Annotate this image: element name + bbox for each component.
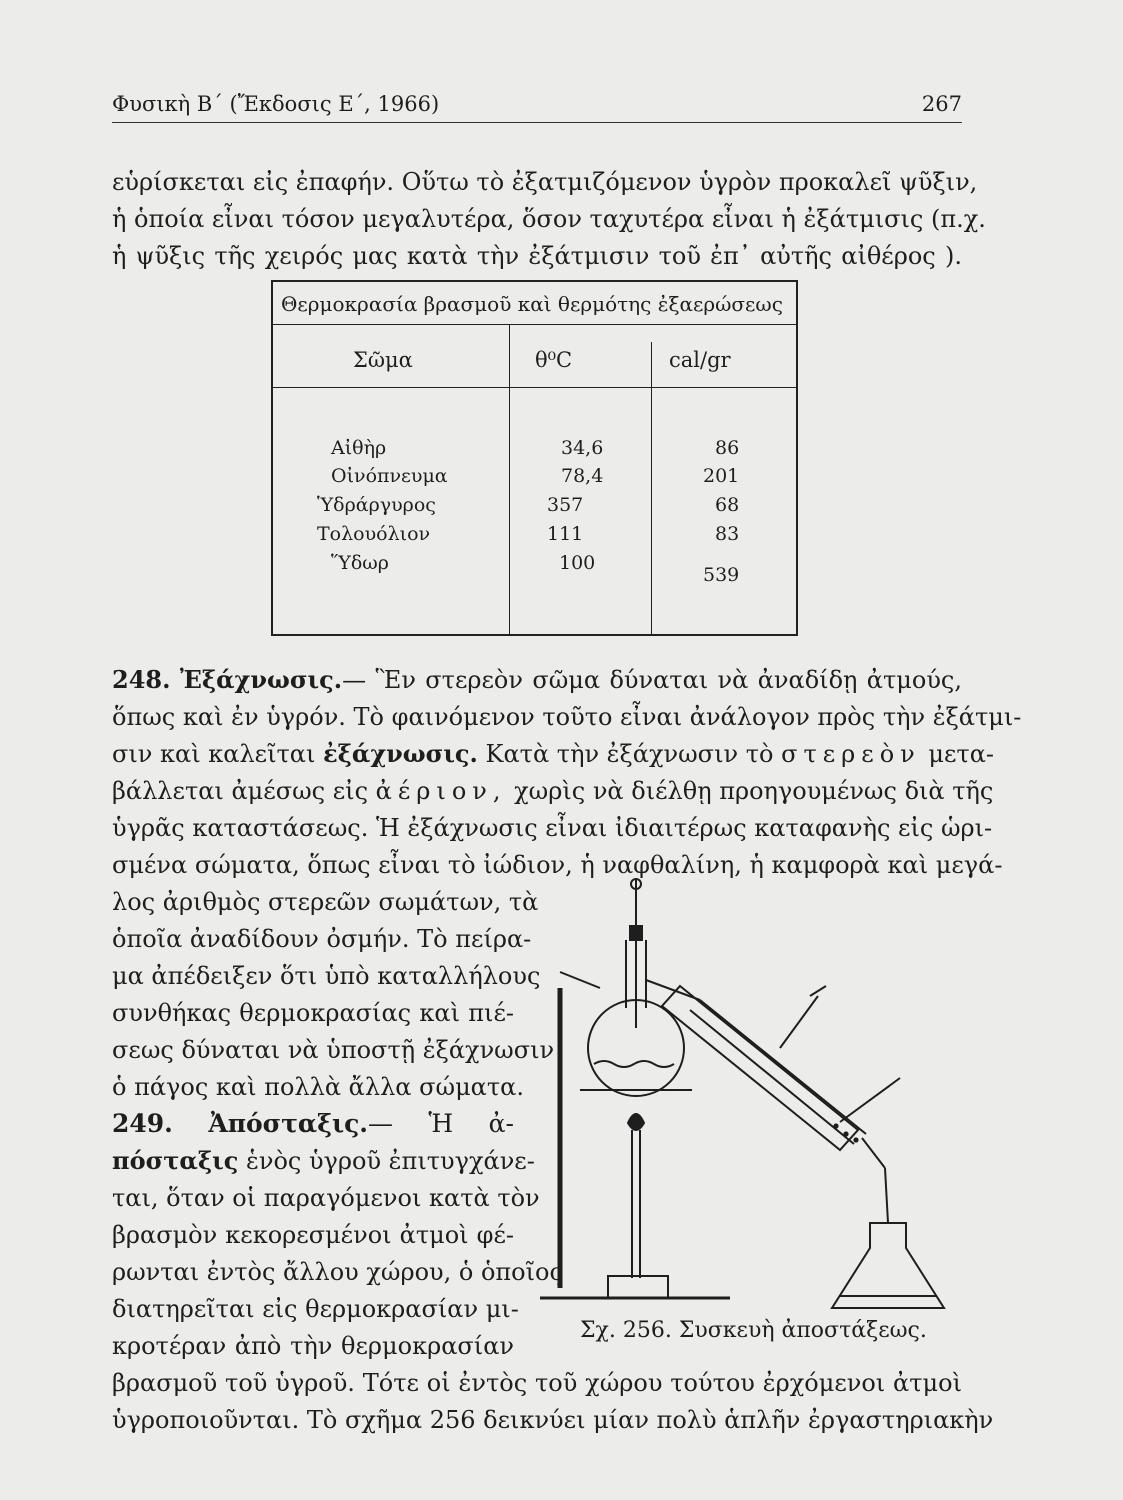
distillation-apparatus-figure: [540, 868, 970, 1330]
table-header-heat: cal/gr: [669, 348, 731, 372]
flame: [628, 1114, 644, 1130]
water-outlet-tube: [780, 996, 818, 1048]
table-cell-name: Αἰθὴρ: [331, 437, 387, 459]
section-248-line-11: σεως δύναται νὰ ὑποστῇ ἐξάχνωσιν: [112, 1036, 555, 1064]
section-248-line-1: [112, 666, 962, 694]
water-arrow: [810, 986, 826, 996]
table-cell-heat: 86: [715, 437, 740, 459]
intro-line-1: εὑρίσκεται εἰς ἐπαφήν. Οὕτω τὸ ἐξατμιζόμενον ὑγρὸν προκαλεῖ ψῦξιν,: [112, 168, 978, 196]
section-249-line-9: ὑγροποιοῦνται. Τὸ σχῆμα 256 δεικνύει μίαν πολὺ ἁπλῆν ἐργαστηριακὴν: [112, 1406, 994, 1434]
boiling-point-table: [271, 280, 798, 636]
section-heading: Ἀπόσταξις.: [208, 1109, 369, 1138]
page-header: [112, 88, 962, 123]
table-cell-name: Οἰνόπνευμα: [331, 465, 448, 487]
table-cell-temp: 357: [547, 494, 584, 516]
table-cell-temp: 34,6: [561, 437, 604, 459]
table-rule: [273, 387, 796, 388]
text-span: μετα-: [928, 740, 995, 768]
table-header-temperature: θ⁰C: [535, 348, 573, 372]
section-249-line-1: [112, 1110, 514, 1138]
table-caption: Θερμοκρασία βρασμοῦ καὶ θερμότης ἐξαερώσεως: [281, 292, 783, 316]
text-span: Κατὰ τὴν ἐξάχνωσιν τὸ: [485, 740, 774, 768]
term-bold: πόσταξις: [112, 1146, 239, 1175]
table-cell-name: Ὑδράργυρος: [317, 494, 436, 516]
adapter: [862, 1138, 885, 1168]
term-spaced: ἀέριον,: [375, 777, 507, 805]
table-cell-heat: 83: [715, 523, 740, 545]
adapter: [885, 1168, 888, 1223]
condenser-inner-tube: [690, 1010, 854, 1144]
table-cell-name: Ὕδωρ: [331, 552, 389, 574]
table-cell-heat: 539: [703, 564, 740, 586]
droplet: [844, 1132, 847, 1135]
section-249-line-7: κροτέραν ἀπὸ τὴν θερμοκρασίαν: [112, 1332, 514, 1360]
text-span: ἑνὸς ὑγροῦ ἐπιτυγχάνε-: [245, 1147, 535, 1175]
section-248-line-5: ὑγρᾶς καταστάσεως. Ἡ ἐξάχνωσις εἶναι ἰδιαιτέρως καταφανὴς εἰς ὡρι-: [112, 814, 993, 842]
section-text: — Ἡ ἀ-: [368, 1109, 514, 1138]
table-cell-temp: 78,4: [561, 465, 604, 487]
section-249-line-3: ται, ὅταν οἱ παραγόμενοι κατὰ τὸν: [112, 1184, 540, 1212]
figure-caption: Σχ. 256. Συσκευὴ ἀποστάξεως.: [580, 1318, 927, 1343]
term-bold: ἐξάχνωσις.: [323, 739, 478, 768]
table-cell-heat: 68: [715, 494, 740, 516]
clamp: [560, 972, 600, 988]
intro-line-3: ἡ ψῦξις τῆς χειρός μας κατὰ τὴν ἐξάτμισιν τοῦ ἐπ᾽ αὐτῆς αἰθέρος ).: [112, 242, 962, 270]
water-inlet-tube: [840, 1078, 900, 1122]
section-248-line-8: ὁποῖα ἀναδίδουν ὀσμήν. Τὸ πείρα-: [112, 925, 532, 953]
section-number: 249.: [112, 1109, 173, 1138]
table-cell-temp: 111: [547, 523, 584, 545]
section-heading: Ἐξάχνωσις.: [179, 665, 343, 694]
section-248-line-10: συνθήκας θερμοκρασίας καὶ πιέ-: [112, 999, 514, 1027]
section-248-line-7: λος ἀριθμὸς στερεῶν σωμάτων, τὰ: [112, 888, 539, 916]
liquid-surface: [594, 1061, 674, 1067]
section-249-line-5: ρωνται ἐντὸς ἄλλου χώρου, ὁ ὁποῖος: [112, 1258, 563, 1286]
table-cell-temp: 100: [559, 552, 596, 574]
condenser-inner-tube: [700, 1000, 866, 1134]
section-number: 248.: [112, 665, 171, 694]
section-249-line-8: βρασμοῦ τοῦ ὑγροῦ. Τότε οἱ ἐντὸς τοῦ χώρου τούτου ἐρχόμενοι ἀτμοὶ: [112, 1369, 962, 1397]
droplet: [834, 1124, 837, 1127]
running-title: Φυσικὴ Β΄ (Ἔκδοσις Ε΄, 1966): [112, 92, 440, 116]
section-249-line-6: διατηρεῖται εἰς θερμοκρασίαν μι-: [112, 1295, 519, 1323]
text-span: σιν καὶ καλεῖται: [112, 740, 316, 768]
side-arm: [646, 980, 700, 1000]
stopper: [630, 926, 642, 940]
text-span: βάλλεται ἀμέσως εἰς: [112, 777, 369, 805]
text-span: χωρὶς νὰ διέλθῃ προηγουμένως διὰ τῆς: [514, 777, 994, 805]
section-248-line-2: ὅπως καὶ ἐν ὑγρόν. Τὸ φαινόμενον τοῦτο εἶναι ἀνάλογον πρὸς τὴν ἐξάτμι-: [112, 703, 1022, 731]
section-text: — Ἓν στερεὸν σῶμα δύναται νὰ ἀναδίδῃ ἀτμούς,: [342, 666, 962, 694]
section-248-line-6: σμένα σώματα, ὅπως εἶναι τὸ ἰώδιον, ἡ ναφθαλίνη, ἡ καμφορὰ καὶ μεγά-: [112, 851, 1003, 879]
section-248-line-9: μα ἀπέδειξεν ὅτι ὑπὸ καταλλήλους: [112, 962, 541, 990]
table-rule: [273, 324, 796, 325]
section-249-line-2: [112, 1146, 535, 1175]
page-number: 267: [921, 92, 962, 116]
droplet: [854, 1138, 857, 1141]
table-cell-heat: 201: [703, 465, 740, 487]
term-spaced: στερεὸν: [781, 740, 921, 768]
table-cell-name: Τολουόλιον: [317, 523, 431, 545]
table-column-rule: [651, 342, 652, 634]
table-column-rule: [509, 324, 510, 634]
burner-base: [608, 1276, 668, 1298]
section-248-line-12: ὁ πάγος καὶ πολλὰ ἄλλα σώματα.: [112, 1073, 524, 1101]
section-249-line-4: βρασμὸν κεκορεσμένοι ἀτμοὶ φέ-: [112, 1221, 514, 1249]
intro-line-2: ἡ ὁποία εἶναι τόσον μεγαλυτέρα, ὅσον ταχυτέρα εἶναι ἡ ἐξάτμισις (π.χ.: [112, 205, 986, 233]
section-248-line-3: [112, 739, 995, 768]
table-header-substance: Σῶμα: [353, 348, 413, 372]
section-248-line-4: [112, 777, 994, 805]
